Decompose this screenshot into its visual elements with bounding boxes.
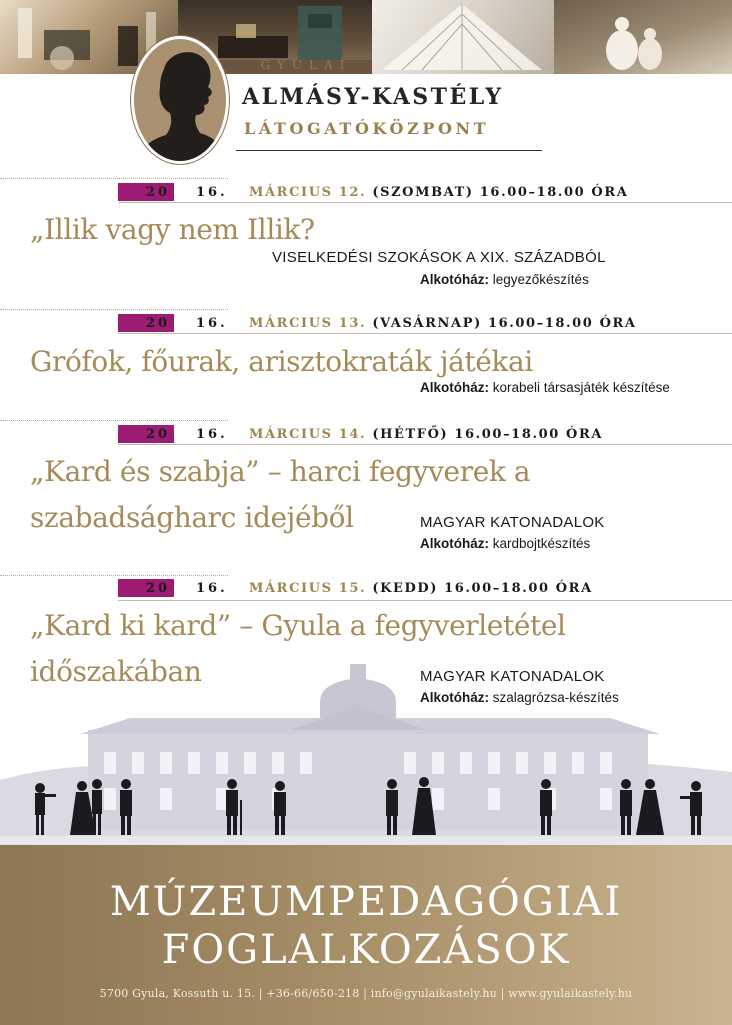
event-year-suffix: 16.: [196, 185, 228, 200]
date-underline: [118, 202, 732, 203]
footer-contact-info: 5700 Gyula, Kossuth u. 15. | +36-66/650-218 | info@gyulaikastely.hu | www.gyulaikastely.hu: [99, 987, 633, 1000]
workshop-label: Alkotóház:: [420, 536, 489, 551]
event-subtitle: MAGYAR KATONADALOK: [420, 668, 605, 685]
event-workshop: [420, 380, 670, 395]
workshop-name: korabeli társasjáték készítése: [492, 380, 670, 395]
event-subtitle: VISELKEDÉSI SZOKÁSOK A XIX. SZÁZADBÓL: [272, 249, 606, 266]
event-divider: [0, 420, 228, 421]
event-divider: [0, 575, 228, 576]
event-title-line-2: szabadságharc idejéből: [30, 501, 354, 534]
brand-title: ALMÁSY-KASTÉLY: [242, 84, 504, 110]
event-title: Grófok, főurak, arisztokraták játékai: [30, 345, 533, 378]
event-month: MÁRCIUS 12.: [249, 185, 367, 200]
event-divider: [0, 178, 228, 179]
event-year-highlight: 20: [118, 314, 174, 332]
event-workshop: [420, 536, 590, 551]
date-underline: [118, 333, 732, 334]
footer-title-line-2: FOGLALKOZÁSOK: [161, 927, 571, 973]
event-title-line-2: időszakában: [30, 655, 202, 688]
event-date: [249, 183, 628, 202]
photo-lace-fan: [372, 0, 554, 74]
event-date: [249, 314, 637, 333]
workshop-label: Alkotóház:: [420, 690, 489, 705]
workshop-name: szalagrózsa-készítés: [492, 690, 619, 705]
event-year-highlight: 20: [118, 183, 174, 201]
workshop-name: kardbojtkészítés: [492, 536, 591, 551]
event-title-line-1: „Kard ki kard” – Gyula a fegyverletétel: [30, 609, 566, 642]
event-year-suffix: 16.: [196, 316, 228, 331]
event-year-highlight: 20: [118, 425, 174, 443]
event-month: MÁRCIUS 15.: [249, 581, 367, 596]
event-month: MÁRCIUS 13.: [249, 316, 367, 331]
event-day-time: (SZOMBAT) 16.00–18.00 ÓRA: [372, 185, 629, 200]
date-underline: [118, 600, 732, 601]
event-day-time: (KEDD) 16.00–18.00 ÓRA: [372, 581, 593, 596]
event-date: [249, 425, 603, 444]
event-year-highlight: 20: [118, 579, 174, 597]
date-underline: [118, 444, 732, 445]
event-year-suffix: 16.: [196, 581, 228, 596]
event-day-time: (HÉTFŐ) 16.00–18.00 ÓRA: [372, 427, 604, 442]
brand-city-name: GYULAI: [260, 58, 352, 72]
event-title-line-1: „Kard és szabja” – harci fegyverek a: [30, 455, 531, 488]
workshop-label: Alkotóház:: [420, 272, 489, 287]
event-date: [249, 579, 593, 598]
event-year-suffix: 16.: [196, 427, 228, 442]
logo-silhouette-portrait: [131, 36, 229, 164]
workshop-name: legyezőkészítés: [492, 272, 589, 287]
castle-silhouette-illustration: [0, 660, 732, 845]
footer-title-line-1: MÚZEUMPEDAGÓGIAI: [109, 879, 623, 925]
event-divider: [0, 309, 228, 310]
event-title: „Illik vagy nem Illik?: [30, 213, 315, 246]
event-subtitle: MAGYAR KATONADALOK: [420, 514, 605, 531]
workshop-label: Alkotóház:: [420, 380, 489, 395]
event-month: MÁRCIUS 14.: [249, 427, 367, 442]
photo-porcelain-figurine: [554, 0, 732, 74]
brand-divider: [236, 150, 542, 151]
event-day-time: (VASÁRNAP) 16.00–18.00 ÓRA: [372, 316, 637, 331]
event-workshop: [420, 272, 589, 287]
brand-subtitle: LÁTOGATÓKÖZPONT: [244, 119, 490, 138]
